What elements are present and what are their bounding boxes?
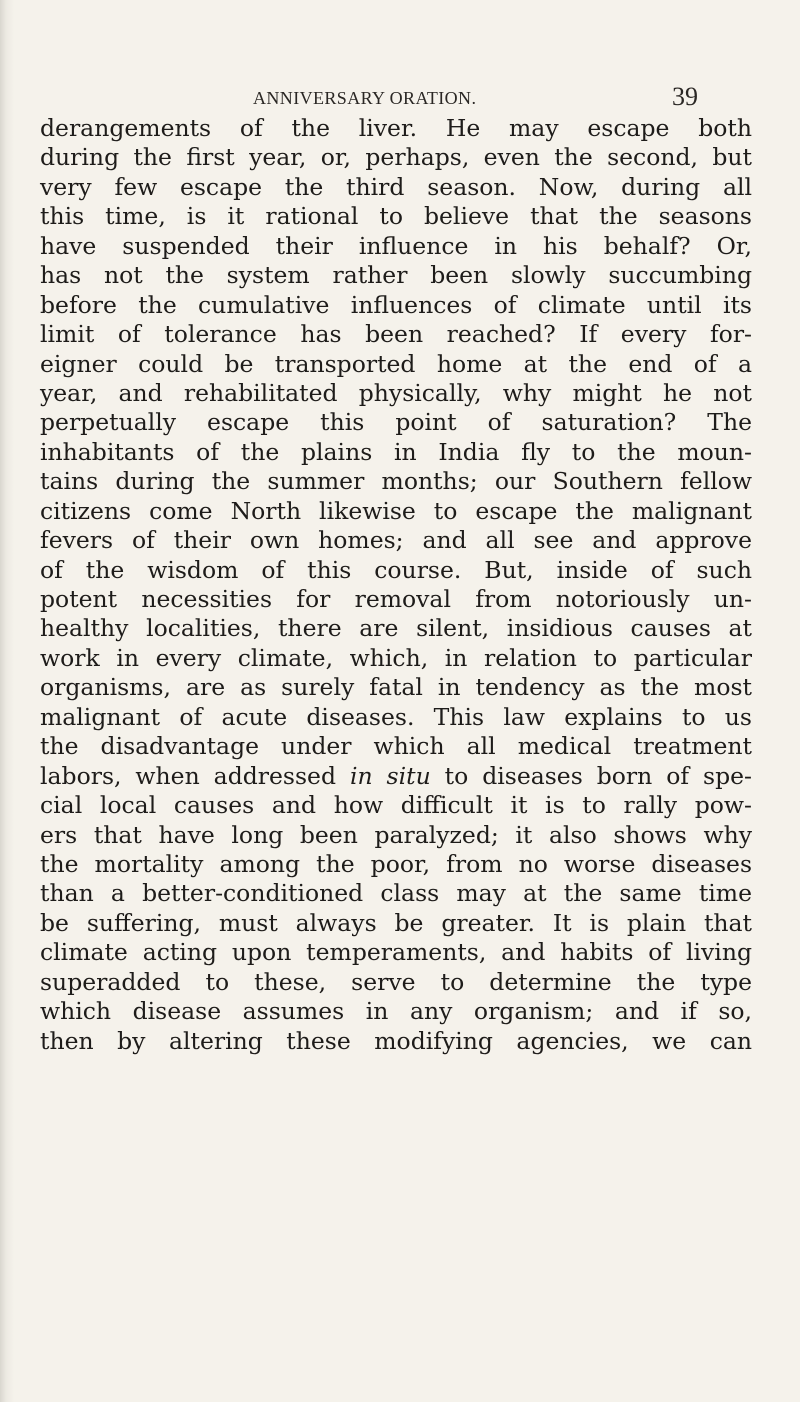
text-line: inhabitants of the plains in India fly to the moun- (40, 437, 752, 466)
text-line: fevers of their own homes; and all see and approve (40, 526, 752, 555)
text-line: eigner could be transported home at the end of a (40, 349, 752, 378)
text-line: derangements of the liver. He may escape both (40, 114, 752, 142)
text-line: healthy localities, there are silent, insidious causes at (40, 614, 752, 643)
running-title: ANNIVERSARY ORATION. (253, 88, 477, 108)
text-line: this time, is it rational to believe that the seasons (40, 202, 752, 231)
text-line: be suffering, must always be greater. It is plain that (40, 908, 752, 937)
text-line: work in every climate, which, in relation to particular (40, 643, 752, 672)
text-line: of the wisdom of this course. But, inside of such (40, 555, 752, 584)
body-text (40, 114, 752, 1056)
text-line: superadded to these, serve to determine the type (40, 967, 752, 996)
text-line: perpetually escape this point of saturation? The (40, 408, 752, 437)
text-line: cial local causes and how difficult it is to rally pow- (40, 791, 752, 820)
text-line: have suspended their influence in his behalf? Or, (40, 231, 752, 260)
text-line: tains during the summer months; our Southern fellow (40, 467, 752, 496)
text-segment: to diseases born of spe- (430, 761, 752, 790)
running-head (0, 82, 800, 112)
text-line: limit of tolerance has been reached? If every for- (40, 320, 752, 349)
text-segment: labors, when addressed (40, 761, 350, 790)
text-line: than a better-conditioned class may at the same time (40, 879, 752, 908)
text-line: the disadvantage under which all medical treatment (40, 732, 752, 761)
text-line: very few escape the third season. Now, during all (40, 172, 752, 201)
text-line: citizens come North likewise to escape the malignant (40, 496, 752, 525)
text-line: before the cumulative influences of climate until its (40, 290, 752, 319)
text-line: malignant of acute diseases. This law explains to us (40, 702, 752, 731)
text-line: climate acting upon temperaments, and habits of living (40, 938, 752, 967)
text-line: potent necessities for removal from notoriously un- (40, 585, 752, 613)
text-line: then by altering these modifying agencies, we can (40, 1026, 752, 1055)
text-line: organisms, are as surely fatal in tendency as the most (40, 673, 752, 702)
text-line: year, and rehabilitated physically, why might he not (40, 378, 752, 407)
italic-phrase: in situ (349, 761, 431, 790)
text-line: which disease assumes in any organism; and if so, (40, 997, 752, 1026)
text-line: ers that have long been paralyzed; it also shows why (40, 820, 752, 849)
text-line: during the first year, or, perhaps, even the second, but (40, 143, 752, 172)
text-line: the mortality among the poor, from no worse diseases (40, 849, 752, 878)
text-line: has not the system rather been slowly succumbing (40, 261, 752, 290)
text-line-with-italic (40, 762, 752, 791)
page-number: 39 (672, 82, 698, 111)
